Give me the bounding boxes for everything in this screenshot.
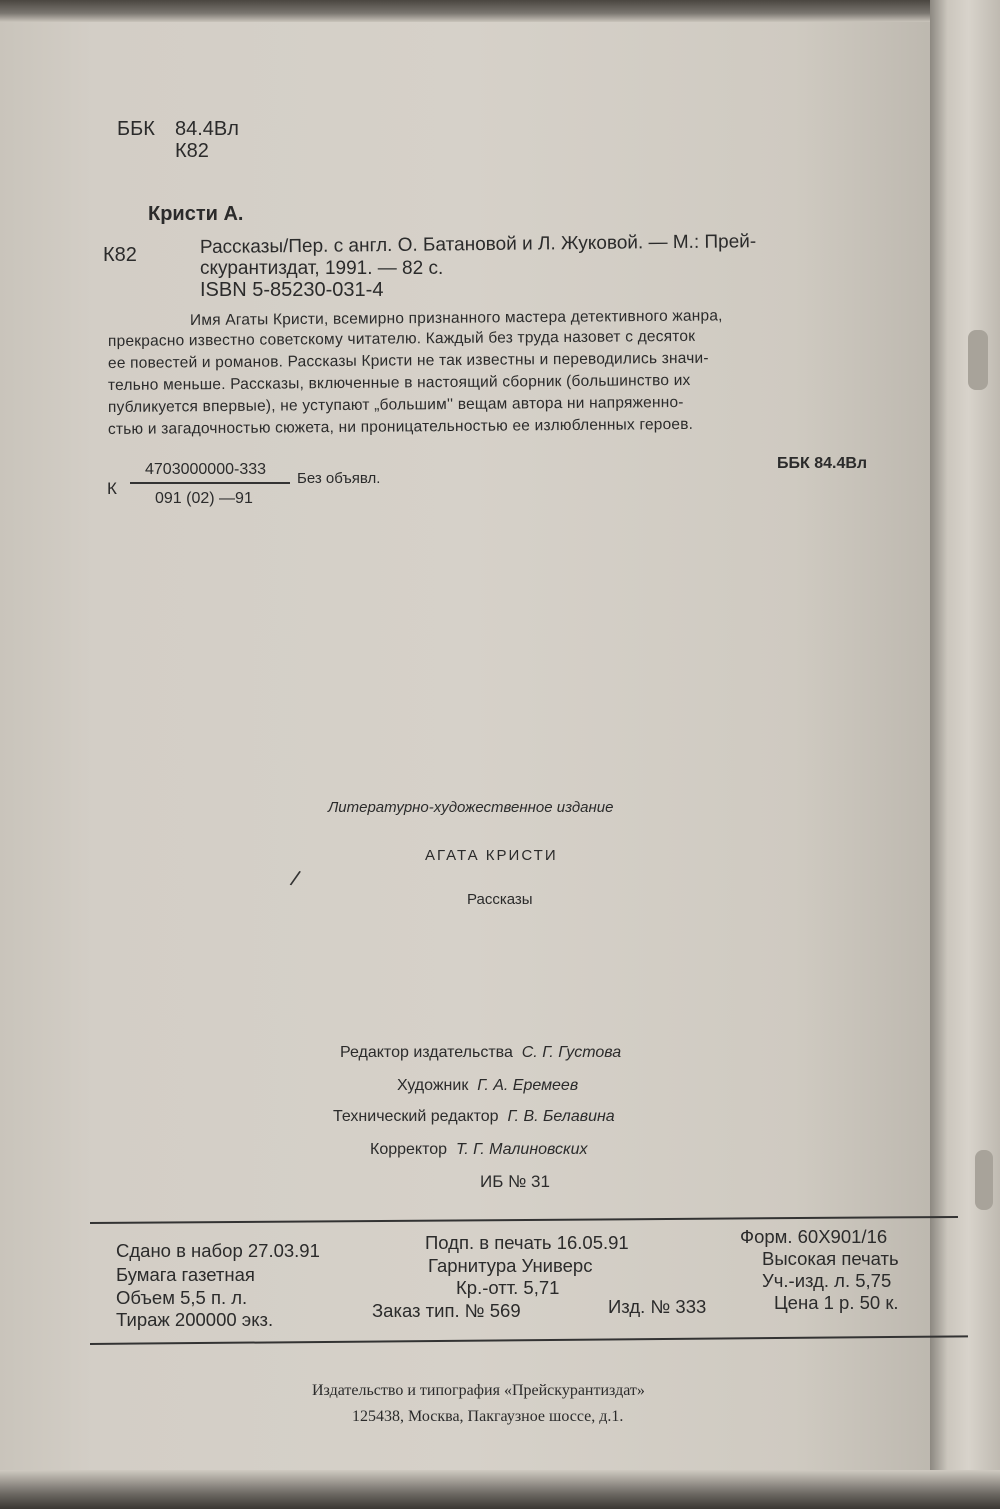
imprint-typeface: Гарнитура Универс xyxy=(428,1255,593,1276)
publisher-address: 125438, Москва, Пакгаузное шоссе, д.1. xyxy=(352,1408,624,1425)
credit-name: С. Г. Густова xyxy=(521,1044,622,1061)
imprint-price: Цена 1 р. 50 к. xyxy=(774,1292,899,1313)
page-right-edge xyxy=(930,0,1000,1509)
author-sign-header: К82 xyxy=(175,140,209,162)
imprint-volume: Объем 5,5 п. л. xyxy=(116,1287,248,1308)
bib-line-2: скурантиздат, 1991. — 82 с. xyxy=(200,258,444,279)
imprint-pub-sheets: Уч.-изд. л. 5,75 xyxy=(762,1270,892,1291)
credit-role: Художник xyxy=(397,1077,469,1094)
imprint-signed-to-print: Подп. в печать 16.05.91 xyxy=(425,1232,629,1253)
page-fold xyxy=(975,1150,993,1210)
imprint-run: Тираж 200000 экз. xyxy=(116,1309,274,1330)
annotation-line: прекрасно известно советскому читателю. Каждый без труда назовет с десяток xyxy=(107,327,696,350)
bbk-code: 84.4Вл xyxy=(175,118,239,140)
credit-name: Г. А. Еремеев xyxy=(477,1077,579,1094)
edition-title: АГАТА КРИСТИ xyxy=(425,847,558,864)
bbk-label: ББК xyxy=(117,118,155,140)
bbk-header xyxy=(117,118,239,141)
ib-number: ИБ № 31 xyxy=(480,1172,550,1191)
imprint-order: Заказ тип. № 569 xyxy=(372,1300,521,1321)
annotation-line: ее повестей и романов. Рассказы Кристи не так известны и переводились значи- xyxy=(107,349,709,372)
page-bottom-edge xyxy=(0,1470,1000,1509)
catalog-letter: К xyxy=(107,479,117,498)
publisher-name: Издательство и типография «Прейскурантиздат» xyxy=(312,1382,645,1399)
edition-genre: Литературно-художественное издание xyxy=(328,799,614,816)
catalog-bbk: ББК 84.4Вл xyxy=(777,455,868,472)
imprint-format: Форм. 60Х901/16 xyxy=(740,1226,888,1247)
isbn: ISBN 5-85230-031-4 xyxy=(200,279,384,301)
imprint-color-prints: Кр.-отт. 5,71 xyxy=(456,1277,560,1298)
imprint-printing: Высокая печать xyxy=(762,1248,899,1269)
bib-author: Кристи А. xyxy=(148,203,244,225)
credit-editor xyxy=(340,1044,621,1062)
ink-mark: / xyxy=(288,865,303,892)
credit-name: Г. В. Белавина xyxy=(507,1108,615,1125)
catalog-fraction-line xyxy=(130,482,290,484)
page-fold xyxy=(968,330,988,390)
bib-line-1: Рассказы/Пер. с англ. О. Батановой и Л. Жуковой. — М.: Прей- xyxy=(199,231,757,258)
credit-name: Т. Г. Малиновских xyxy=(455,1141,588,1158)
catalog-numerator: 4703000000-333 xyxy=(145,461,267,478)
annotation-line: публикуется впервые), не уступают „большим'' вещам автора ни напряженно- xyxy=(107,393,684,416)
credit-tech-editor xyxy=(333,1108,615,1126)
annotation-line: тельно меньше. Рассказы, включенные в настоящий сборник (большинство их xyxy=(107,371,691,394)
catalog-denominator: 091 (02) —91 xyxy=(155,490,253,507)
page-top-edge xyxy=(0,0,1000,22)
edition-subtitle: Рассказы xyxy=(467,891,533,908)
imprint-pub-no: Изд. № 333 xyxy=(608,1296,707,1317)
credit-proofreader xyxy=(370,1141,587,1159)
annotation-line: Имя Агаты Кристи, всемирно признанного мастера детективного жанра, xyxy=(189,307,723,329)
catalog-note: Без объявл. xyxy=(297,470,381,487)
credit-role: Редактор издательства xyxy=(340,1044,513,1061)
credit-role: Технический редактор xyxy=(333,1108,499,1125)
imprint-paper: Бумага газетная xyxy=(116,1264,255,1285)
imprint-sent-to-set: Сдано в набор 27.03.91 xyxy=(116,1240,320,1261)
credit-role: Корректор xyxy=(370,1141,448,1158)
bib-sign: К82 xyxy=(103,244,137,266)
annotation-line: стью и загадочностью сюжета, ни проницательностью ее излюбленных героев. xyxy=(107,415,694,438)
credit-artist xyxy=(397,1077,578,1095)
